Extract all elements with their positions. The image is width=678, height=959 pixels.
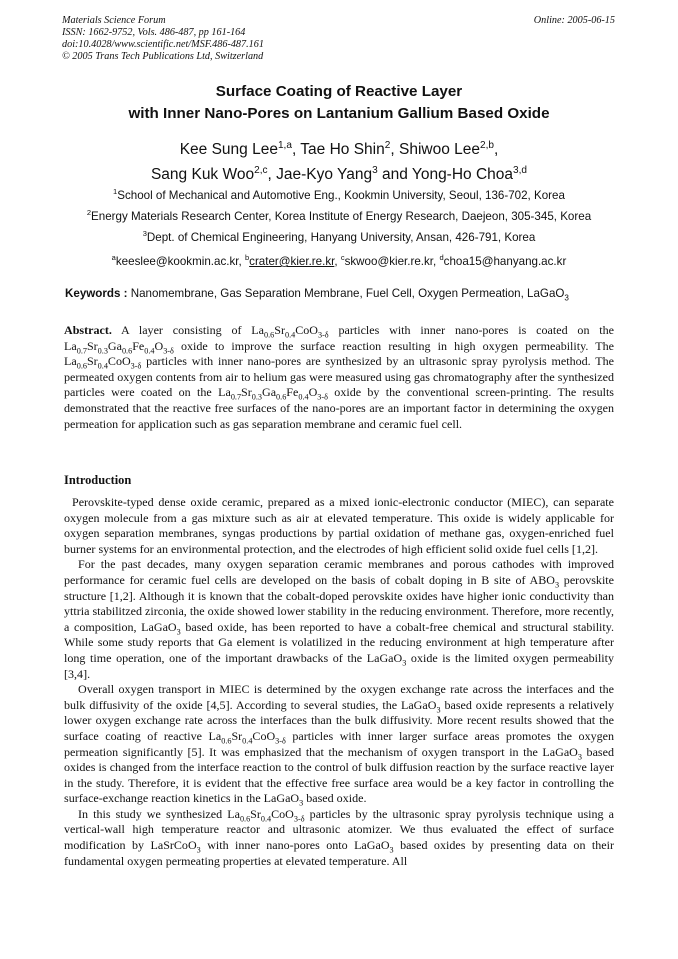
title-line-2: with Inner Nano-Pores on Lantanium Gallium Based Oxide — [128, 105, 550, 122]
paragraph: For the past decades, many oxygen separation ceramic membranes and porous cathodes with improved performance for ceramic fuel cells are developed on the basis of cobalt doping in B site of $ABO_3$ perovskite structure [1,2]. Although it is known that the cobalt-doped perovskite oxides have higher ionic conductivity than yttria stabilitzed zirconia, the oxide showed lower stability in the reducing environment. Therefore, more recently, a composition, LaGaO$_3$ based oxide, has been reported to have a cobalt-free chemical and structural stability. While some study reports that Ga element is volatilized in the reducing environment at high temperature after long time operation, one of the important drawbacks of the LaGaO$_3$ oxide is the limited oxygen permeability [3,4]. — [64, 557, 615, 681]
email-link[interactable]: crater@kier.re.kr — [249, 255, 335, 268]
author-affiliation-mark: 3,d — [513, 164, 528, 176]
email-mark: d — [439, 253, 444, 263]
affiliation-mark: 2 — [86, 208, 92, 218]
introduction-body — [64, 495, 614, 869]
paragraph: In this study we synthesized $La_{0.6}Sr_{0.4}CoO_{3-\delta}$ particles by the ultrasonic spray pyrolysis technique using a vertical-wall high temperature reactor and ultrasonic atomizer. We thus evaluated the effect of surface modification by LaSrCoO$_3$ with inner nano-pores onto LaGaO$_3$ based oxides by presenting data on their fundamental oxygen permeating properties at elevated temperature. All — [64, 806, 614, 868]
keywords-label: Keywords : — [65, 287, 128, 300]
email-list: $^a$keeslee@kookmin.ac.kr, $^b$crater@kier.re.kr, $^c$skwoo@kier.re.kr, $^d$choa15@hanyang.ac.kr — [111, 253, 567, 268]
paper-title — [0, 81, 678, 125]
email-address: choa15@hanyang.ac.kr — [443, 255, 567, 268]
separator: , — [267, 166, 277, 183]
title-line-1: Surface Coating of Reactive Layer — [215, 83, 463, 100]
issn: ISSN: 1662-9752, Vols. 486-487, pp 161-164 — [62, 27, 246, 38]
affiliation-text: School of Mechanical and Automotive Eng., Kookmin University, Seoul, 136-702, Korea — [117, 189, 565, 202]
author-name: Yong-Ho Choa — [411, 166, 514, 183]
email-mark: b — [244, 253, 250, 263]
separator: , — [390, 141, 399, 158]
affiliation-mark: 1 — [113, 187, 118, 197]
keywords — [65, 287, 625, 305]
email-address: skwoo@kier.re.kr, — [344, 255, 440, 268]
author-name: Sang Kuk Woo — [150, 166, 255, 183]
paragraph: Perovskite-typed dense oxide ceramic, prepared as a mixed ionic-electronic conductor (MIEC), can separate oxygen molecule from a gas mixture such as air at elevated temperature. This oxide is widely applicable for oxygen separation membranes, syngas productions by partial oxidation of methane gas, oxygen-enriched fuel burner systems for an environmental protection, and the electrodes of high efficient solid oxide fuel cells [1,2]. — [64, 495, 614, 556]
abstract — [64, 323, 614, 432]
author-name: Jae-Kyo Yang — [276, 166, 373, 183]
author-name: Tae Ho Shin — [300, 141, 385, 158]
author-affiliation-mark: 1,a — [277, 139, 292, 151]
paragraph: Overall oxygen transport in MIEC is determined by the oxygen exchange rate across the interfaces and the bulk diffusivity of the oxide [4,5]. According to several studies, the LaGaO$_3$ based oxide represents a relatively lower oxygen exchange rate across the interfaces than the bulk diffusivity. More recent results showed that the surface coating of reactive $La_{0.6}Sr_{0.4}CoO_{3-\delta}$ particles with inner larger surface areas promotes the oxygen permeation significantly [5]. It was emphasized that the mechanism of oxygen transport in the LaGaO$_3$ based oxides is changed from the interface reaction to the control of bulk diffusion reaction by the surface reactive layer in the study. Therefore, it is evident that the effective free surface area would be a key factor in controlling the surface-exchange reaction kinetics in the LaGaO$_3$ based oxide. — [64, 682, 615, 808]
abstract-label: Abstract. — [64, 323, 112, 337]
keywords-subscript: 3 — [564, 293, 569, 303]
affiliation-mark: 3 — [142, 229, 147, 239]
email-mark: c — [340, 253, 345, 263]
affiliation-1 — [0, 185, 678, 206]
affiliation-text: Energy Materials Research Center, Korea Institute of Energy Research, Daejeon, 305-345, Korea — [91, 210, 592, 223]
author-affiliation-mark: 2,c — [254, 164, 268, 176]
affiliation-3 — [0, 227, 678, 248]
section-heading: Introduction — [64, 473, 132, 487]
author-affiliation-mark: 2 — [384, 139, 391, 151]
keywords-text: Nanomembrane, Gas Separation Membrane, Fuel Cell, Oxygen Permeation, LaGaO — [127, 287, 565, 300]
publication-info — [62, 15, 264, 63]
email-address: keeslee@kookmin.ac.kr, — [115, 255, 245, 268]
author-affiliation-mark: 2,b — [480, 139, 494, 151]
online-date: Online: 2005-06-15 — [533, 15, 615, 26]
journal-name: Materials Science Forum — [62, 15, 166, 26]
separator: , — [494, 141, 499, 158]
author-name: Kee Sung Lee — [179, 141, 278, 158]
copyright: © 2005 Trans Tech Publications Ltd, Switzerland — [62, 51, 264, 62]
doi: doi:10.4028/www.scientific.net/MSF.486-487.161 — [62, 39, 264, 50]
author-affiliation-mark: 3 — [372, 164, 378, 176]
affiliation-2 — [0, 206, 678, 227]
separator: , — [291, 141, 301, 158]
affiliation-text: Dept. of Chemical Engineering, Hanyang University, Ansan, 426-791, Korea — [146, 231, 536, 244]
separator: and — [377, 166, 412, 183]
abstract-text: A layer consisting of $La_{0.6}Sr_{0.4}CoO_{3-\delta}$ particles with inner nano-pores is coated on the $La_{0.7}Sr_{0.3}Ga_{0.6}Fe_{0.4}O_{3-\delta}$ oxide to improve the surface reaction resulting in high oxygen permeability. The $La_{0.6}Sr_{0.4}CoO_{3-\delta}$ particles with inner nano-pores are synthesized by an ultrasonic spray pyrolysis method. The permeated oxygen contents from air to helium gas were measured using gas chromatography after the synthesized particles were coated on the $La_{0.7}Sr_{0.3}Ga_{0.6}Fe_{0.4}O_{3-\delta}$ oxide by the conventional screen-printing. The results demonstrated that the reactive free surfaces of the nano-pores are an important factor in determining the oxygen permeation for application such as gas separation membrane and ceramic fuel cell. — [64, 323, 615, 431]
author-list — [0, 137, 678, 187]
affiliations — [0, 185, 678, 272]
email-mark: a — [111, 253, 116, 263]
author-name: Shiwoo Lee — [398, 141, 480, 158]
